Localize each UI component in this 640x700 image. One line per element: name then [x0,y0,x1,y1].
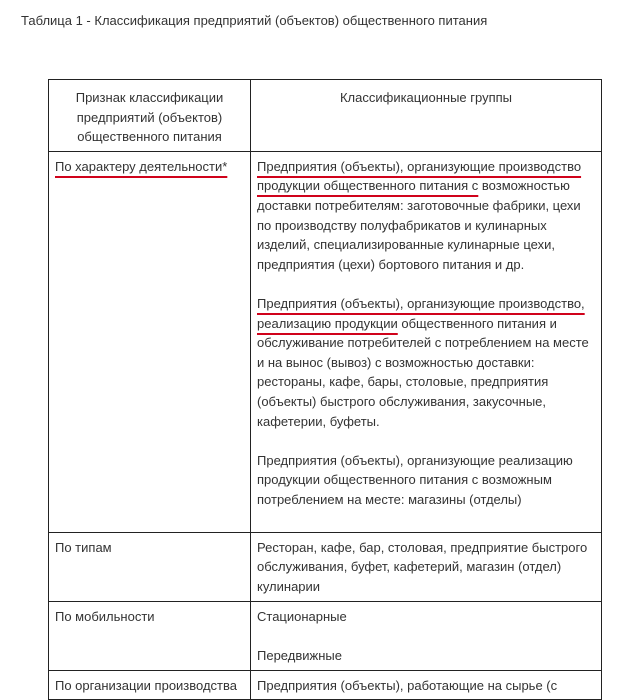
character-paragraph-1-underlined: Предприятия (объекты), организующие производство продукции общественного питания с [257,158,582,194]
row-label-mobility: По мобильности [49,601,251,670]
row-groups-types: Ресторан, кафе, бар, столовая, предприятие быстрого обслуживания, буфет, кафетерий, магазин (отдел) кулинарии [251,532,602,601]
row-label-cell [49,151,251,532]
table-row-character [49,151,602,532]
mobility-item-stationary: Стационарные [257,608,347,624]
mobility-item-mobile: Передвижные [257,647,342,663]
row-groups-organization: Предприятия (объекты), работающие на сырье (с [251,670,602,700]
row-groups-mobility [251,601,602,670]
classification-table [48,79,602,700]
character-paragraph-2 [257,294,595,431]
character-paragraph-3: Предприятия (объекты), организующие реализацию продукции общественного питания с возможным потреблением на месте: магазины (отделы) [257,452,573,507]
character-paragraph-1-rest: возможностью доставки потребителям: заготовочные фабрики, цехи по производству полуфабрикатов и кулинарных изделий, специализированные кулинарные цехи, предприятия (цехи) бортового питания и др. [257,178,581,272]
table-caption: Таблица 1 - Классификация предприятий (объектов) общественного питания [21,13,488,28]
table-header-row [49,80,602,152]
character-paragraph-2-underlined: Предприятия (объекты), организующие производство, реализацию продукции [257,295,585,331]
table-row-types [49,532,602,601]
header-classification-attribute-text: Признак классификации предприятий (объектов) общественного питания [75,90,224,145]
header-classification-attribute [49,80,251,152]
character-paragraph-1 [257,157,595,275]
row-label-types: По типам [49,532,251,601]
header-classification-groups: Классификационные группы [251,80,602,152]
character-paragraph-2-rest: общественного питания и обслуживание потребителей с потреблением на месте и на вынос (вывоз) с возможностью доставки: рестораны, кафе, бары, столовые, предприятия (объекты) быстрого обслуживания, закусочные, кафетерии, буфеты. [257,315,589,429]
row-label-organization: По организации производства [49,670,251,700]
row-groups-cell [251,151,602,532]
row-label-character: По характеру деятельности* [55,158,228,174]
table-row-mobility [49,601,602,670]
table-row-organization [49,670,602,700]
